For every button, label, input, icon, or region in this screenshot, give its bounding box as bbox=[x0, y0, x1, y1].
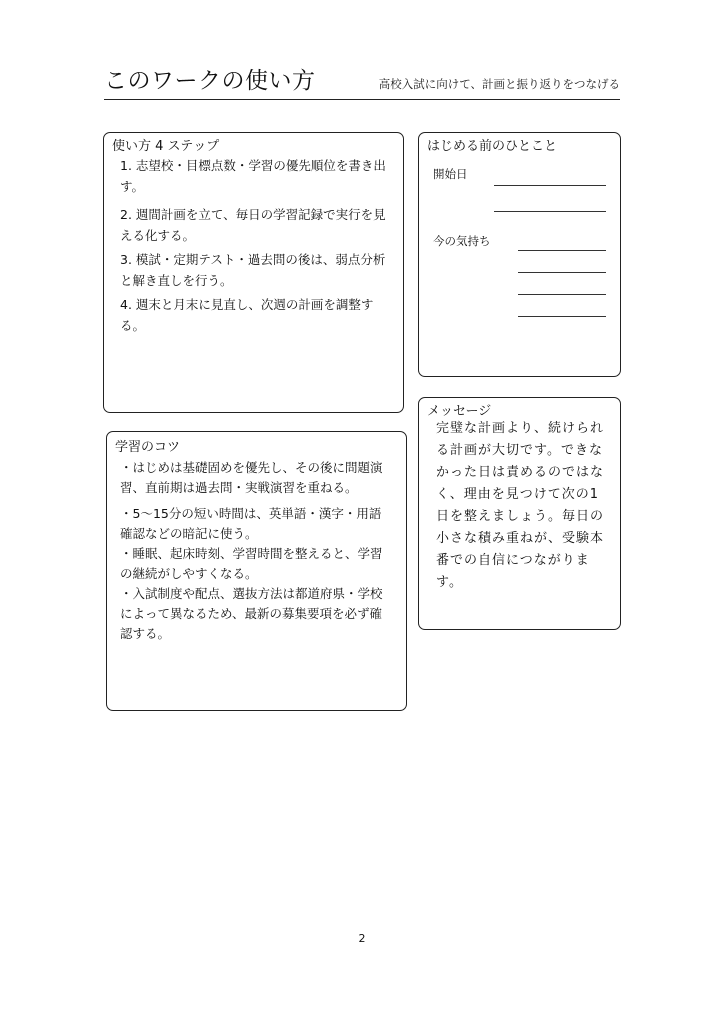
start-date-line-2[interactable] bbox=[494, 211, 606, 212]
page-title: このワークの使い方 bbox=[104, 68, 316, 94]
start-date-line[interactable] bbox=[494, 185, 606, 186]
page-number: 2 bbox=[358, 932, 366, 945]
message-box bbox=[418, 397, 621, 630]
feeling-line-1[interactable] bbox=[518, 250, 606, 251]
message-box-title: メッセージ bbox=[427, 404, 492, 419]
header-divider bbox=[104, 99, 620, 100]
tips-box bbox=[106, 431, 407, 711]
start-date-label: 開始日 bbox=[433, 167, 468, 181]
feeling-line-4[interactable] bbox=[518, 316, 606, 317]
tip-item-2: ・5〜15分の短い時間は、英単語・漢字・用語確認などの暗記に使う。 bbox=[120, 506, 382, 541]
intro-box-title: はじめる前のひとこと bbox=[427, 139, 558, 154]
tip-item-4: ・入試制度や配点、選抜方法は都道府県・学校によって異なるため、最新の募集要項を必ず確認する。 bbox=[120, 586, 383, 641]
feeling-line-3[interactable] bbox=[518, 294, 606, 295]
steps-box-title: 使い方 4 ステップ bbox=[112, 139, 220, 154]
step-item-4: 4. 週末と月末に見直し、次週の計画を調整する。 bbox=[120, 297, 374, 333]
steps-list bbox=[120, 155, 387, 339]
step-item-1: 1. 志望校・目標点数・学習の優先順位を書き出す。 bbox=[120, 158, 386, 194]
message-text: 完璧な計画より、続けられる計画が大切です。できなかった日は責めるのではなく、理由を見つけて次の1日を整えましょう。毎日の小さな積み重ねが、受験本番での自信につながります。 bbox=[436, 421, 605, 590]
feeling-line-2[interactable] bbox=[518, 272, 606, 273]
page-subtitle: 高校入試に向けて、計画と振り返りをつなげる bbox=[378, 77, 620, 91]
step-item-2: 2. 週間計画を立て、毎日の学習記録で実行を見える化する。 bbox=[120, 207, 386, 243]
step-item-3: 3. 模試・定期テスト・過去問の後は、弱点分析と解き直しを行う。 bbox=[120, 252, 386, 288]
tips-box-title: 学習のコツ bbox=[115, 440, 181, 455]
intro-box bbox=[418, 132, 621, 377]
tips-list bbox=[120, 458, 392, 644]
steps-box bbox=[103, 132, 404, 413]
feeling-label: 今の気持ち bbox=[433, 234, 491, 248]
tip-item-3: ・睡眠、起床時刻、学習時間を整えると、学習の継続がしやすくなる。 bbox=[120, 546, 383, 581]
tip-item-1: ・はじめは基礎固めを優先し、その後に問題演習、直前期は過去問・実戦演習を重ねる。 bbox=[120, 460, 383, 495]
